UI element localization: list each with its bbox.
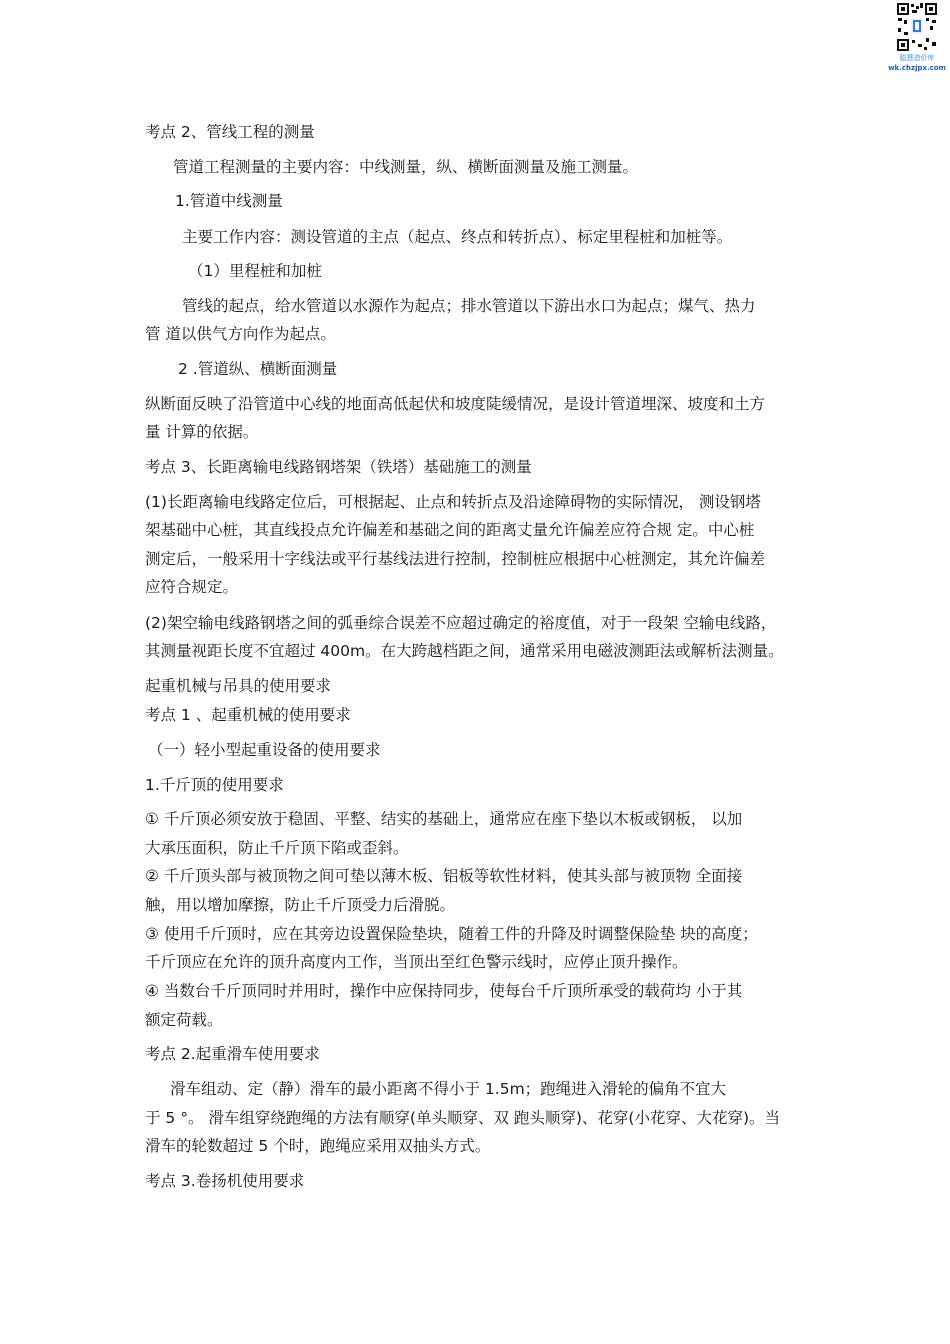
qr-code-icon bbox=[896, 2, 938, 52]
paragraph-line: 应符合规定。 bbox=[145, 578, 239, 596]
chapter-heading: 起重机械与吊具的使用要求 bbox=[145, 677, 332, 695]
section-heading: 考点 3.卷扬机使用要求 bbox=[145, 1172, 305, 1190]
paragraph-line: 其测量视距长度不宜超过 400m。在大跨越档距之间，通常采用电磁波测距法或解析法测量。 bbox=[145, 642, 784, 660]
site-logo bbox=[886, 2, 948, 74]
list-item-line: 大承压面积，防止千斤顶下陷或歪斜。 bbox=[145, 839, 409, 857]
paragraph-line: 管 道以供气方向作为起点。 bbox=[145, 325, 336, 343]
site-name: 聪慧造价库 bbox=[899, 54, 935, 62]
paragraph-line: 滑车的轮数超过 5 个时，跑绳应采用双抽头方式。 bbox=[145, 1137, 491, 1155]
section-heading: 考点 2、管线工程的测量 bbox=[145, 123, 315, 141]
subsection-heading: （1）里程桩和加桩 bbox=[188, 262, 322, 280]
subsection-heading: 1.管道中线测量 bbox=[175, 192, 283, 210]
site-url[interactable]: wk.chzjpx.com bbox=[888, 64, 946, 72]
paragraph-line: 管线的起点，给水管道以水源作为起点；排水管道以下游出水口为起点；煤气、热力 bbox=[182, 297, 756, 315]
paragraph-line: 纵断面反映了沿管道中心线的地面高低起伏和坡度陡缓情况，是设计管道埋深、坡度和土方 bbox=[145, 395, 766, 413]
paragraph-line: 量 计算的依据。 bbox=[145, 423, 259, 441]
section-heading: 考点 1 、起重机械的使用要求 bbox=[145, 706, 351, 724]
list-item-line: ② 千斤顶头部与被顶物之间可垫以薄木板、铝板等软性材料，使其头部与被顶物 全面接 bbox=[145, 867, 743, 885]
subsection-heading: 2 .管道纵、横断面测量 bbox=[178, 360, 338, 378]
paragraph-line: 测定后，一般采用十字线法或平行基线法进行控制，控制桩应根据中心桩测定，其允许偏差 bbox=[145, 550, 766, 568]
list-item-line: ① 千斤顶必须安放于稳固、平整、结实的基础上，通常应在座下垫以木板或钢板， 以加 bbox=[145, 810, 743, 828]
section-heading: 考点 3、长距离输电线路钢塔架（铁塔）基础施工的测量 bbox=[145, 458, 532, 476]
paragraph-line: (1)长距离输电线路定位后，可根据起、止点和转折点及沿途障碍物的实际情况， 测设钢塔 bbox=[145, 493, 761, 511]
list-item-line: 千斤顶应在允许的顶升高度内工作，当顶出至红色警示线时，应停止顶升操作。 bbox=[145, 953, 688, 971]
subsection-heading: 1.千斤顶的使用要求 bbox=[145, 776, 284, 794]
paragraph-line: (2)架空输电线路钢塔之间的弧垂综合误差不应超过确定的裕度值，对于一段架 空输电线路， bbox=[145, 614, 777, 632]
paragraph-line: 管道工程测量的主要内容：中线测量，纵、横断面测量及施工测量。 bbox=[173, 158, 639, 176]
paragraph-line: 主要工作内容：测设管道的主点（起点、终点和转折点）、标定里程桩和加桩等。 bbox=[182, 228, 733, 246]
paragraph-line: 于 5 °。 滑车组穿绕跑绳的方法有顺穿(单头顺穿、双 跑头顺穿)、花穿(小花穿、大花穿)。当 bbox=[145, 1109, 781, 1127]
subsection-heading: （一）轻小型起重设备的使用要求 bbox=[148, 741, 381, 759]
list-item-line: 额定荷载。 bbox=[145, 1011, 223, 1029]
section-heading: 考点 2.起重滑车使用要求 bbox=[145, 1045, 320, 1063]
list-item-line: 触，用以增加摩擦，防止千斤顶受力后滑脱。 bbox=[145, 896, 456, 914]
list-item-line: ③ 使用千斤顶时，应在其旁边设置保险垫块，随着工件的升降及时调整保险垫 块的高度； bbox=[145, 925, 758, 943]
paragraph-line: 滑车组动、定（静）滑车的最小距离不得小于 1.5m；跑绳进入滑轮的偏角不宜大 bbox=[170, 1080, 727, 1098]
list-item-line: ④ 当数台千斤顶同时并用时，操作中应保持同步，使每台千斤顶所承受的载荷均 小于其 bbox=[145, 982, 743, 1000]
paragraph-line: 架基础中心桩，其直线投点允许偏差和基础之间的距离丈量允许偏差应符合规 定。中心桩 bbox=[145, 521, 755, 539]
